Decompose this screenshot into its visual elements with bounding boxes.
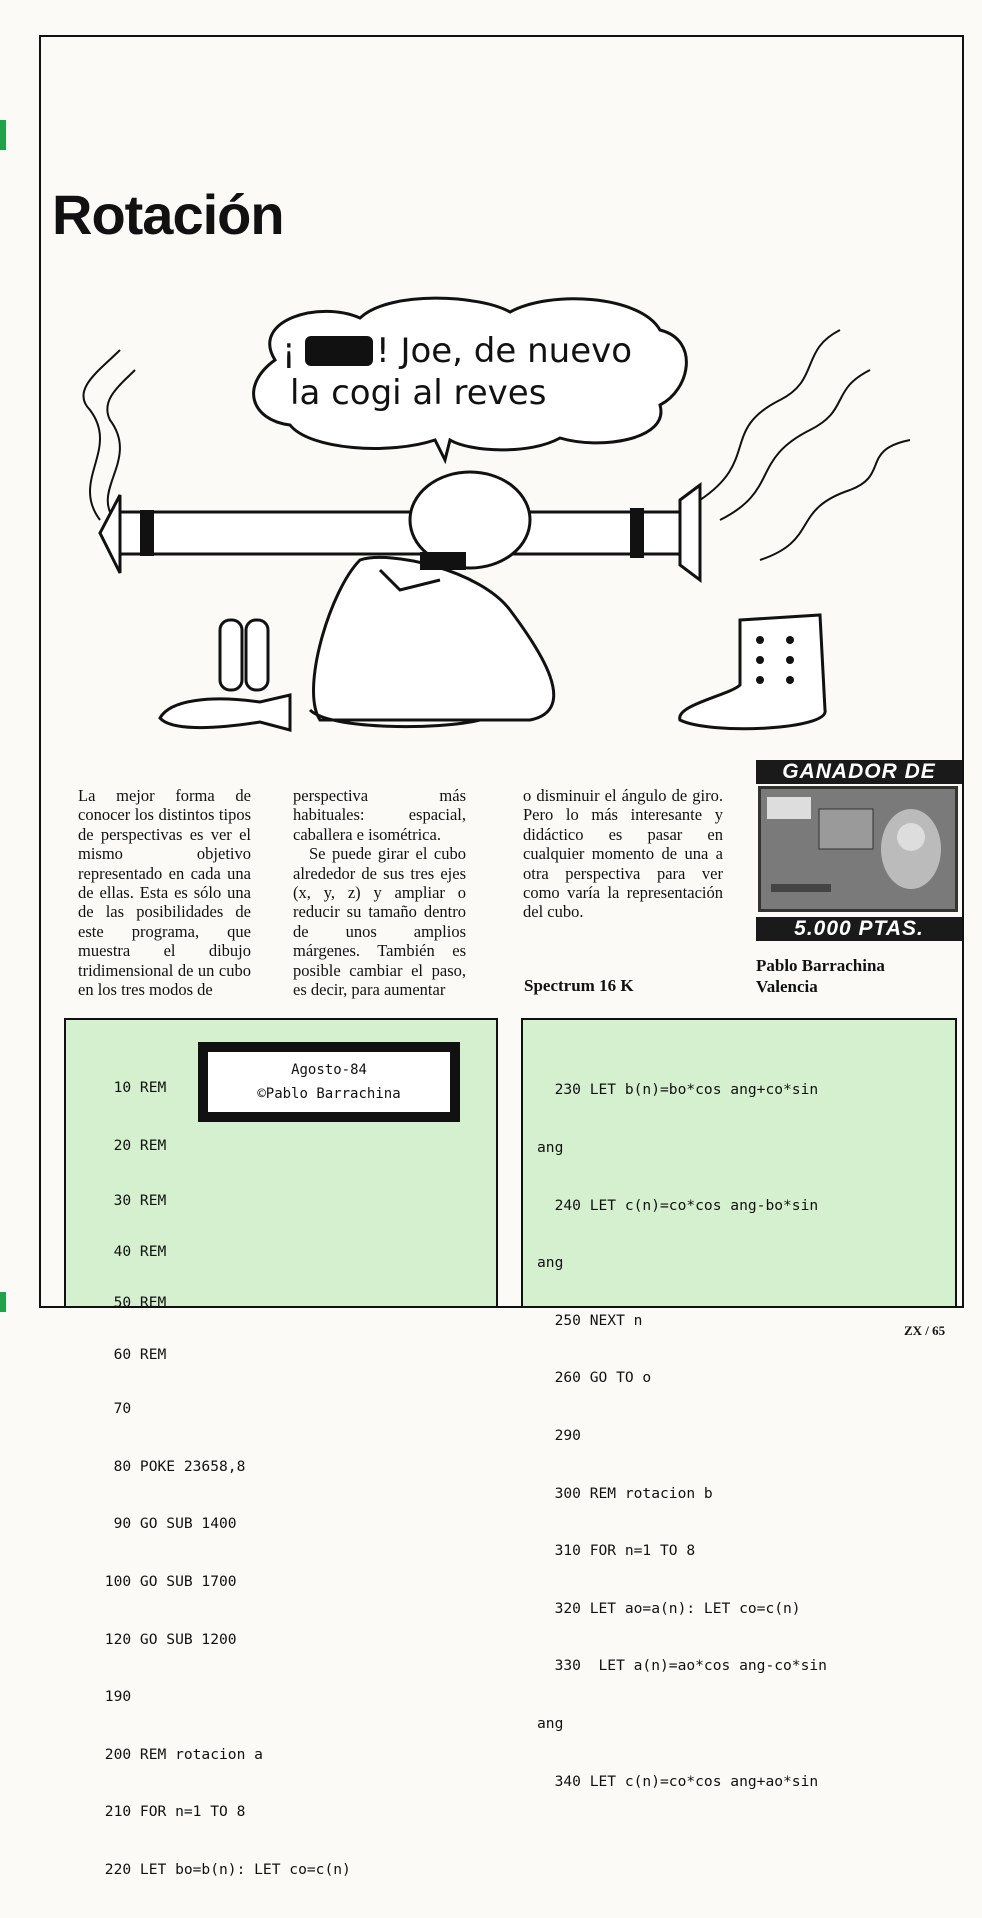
code-line: 30 REM xyxy=(96,1191,167,1209)
code-line: 80 POKE 23658,8 xyxy=(96,1457,246,1475)
code-line: 20 REM xyxy=(96,1137,167,1154)
cartoon-illustration xyxy=(60,290,960,750)
code-line: 320 LET ao=a(n): LET co=c(n) xyxy=(537,1599,801,1617)
code-line: 290 xyxy=(537,1426,581,1444)
article-column-3 xyxy=(523,786,723,922)
code-line: 230 LET b(n)=bo*cos ang+co*sin xyxy=(537,1081,819,1099)
article-paragraph: perspectiva más habituales: espacial, caballera e isométrica. xyxy=(293,786,466,844)
prize-bottom-band: 5.000 PTAS. xyxy=(756,917,962,941)
code-line: 100 GO SUB 1700 xyxy=(96,1573,237,1590)
prize-badge xyxy=(756,760,962,942)
code-line: 50 REM xyxy=(96,1294,167,1312)
article-paragraph: o disminuir el ángulo de giro. Pero lo más interesante y didáctico es pasar en cualquier momento de una a otra perspectiva para ver como varía la representación del cubo. xyxy=(523,786,723,922)
censored-word-blot xyxy=(305,336,373,366)
code-line: ang xyxy=(537,1254,564,1272)
edge-tab xyxy=(0,1292,6,1312)
code-line: 250 NEXT n xyxy=(537,1311,643,1329)
speech-line2: la cogi al reves xyxy=(290,373,547,413)
code-line: 240 LET c(n)=co*cos ang-bo*sin xyxy=(537,1196,819,1214)
code-line: 300 REM rotacion b xyxy=(537,1484,713,1502)
code-line: 120 GO SUB 1200 xyxy=(96,1630,237,1648)
article-paragraph: La mejor forma de conocer los distintos tipos de perspectivas es ver el mismo objetivo representado en cada una de ellas. Esta es sólo una de las posibilidades de este programa, que muestra el dibujo tridimensional de un cubo en los tres modos de xyxy=(78,786,251,1000)
article-column-1 xyxy=(78,786,251,999)
code-line: ang xyxy=(537,1139,564,1156)
code-line: 310 FOR n=1 TO 8 xyxy=(537,1542,696,1560)
banner-author: ©Pablo Barrachina xyxy=(257,1086,401,1102)
edge-tab xyxy=(0,120,6,150)
code-line: 260 GO TO o xyxy=(537,1369,652,1387)
code-line: 70 xyxy=(96,1400,132,1418)
bazooka xyxy=(120,512,680,554)
machine-label: Spectrum 16 K xyxy=(524,976,634,995)
code-line: 190 xyxy=(96,1688,132,1706)
prize-top-band: GANADOR DE xyxy=(756,760,962,784)
speech-line1-start: ¡ xyxy=(282,331,296,371)
winner-credit xyxy=(756,955,885,997)
code-line: 200 REM rotacion a xyxy=(96,1745,263,1763)
code-line: 60 REM xyxy=(96,1345,167,1363)
code-line: 340 LET c(n)=co*cos ang+ao*sin xyxy=(537,1772,819,1790)
winner-name: Pablo Barrachina xyxy=(756,956,885,975)
banknote-image xyxy=(758,786,958,912)
boot xyxy=(680,615,825,729)
code-line: 220 LET bo=b(n): LET co=c(n) xyxy=(96,1860,351,1878)
banner-date: Agosto-84 xyxy=(291,1062,367,1078)
article-paragraph: Se puede girar el cubo alrededor de sus tres ejes (x, y, z) y ampliar o reducir su tamaño dentro de unos amplios márgenes. También es posible cambiar el paso, es decir, para aumentar xyxy=(293,844,466,1000)
code-line: 40 REM xyxy=(96,1243,167,1260)
code-line: ang xyxy=(537,1714,564,1732)
page-title: Rotación xyxy=(52,183,284,246)
code-line: 10 REM xyxy=(96,1079,167,1097)
page-folio: ZX / 65 xyxy=(904,1323,946,1338)
speech-line1: ! Joe, de nuevo xyxy=(376,331,633,371)
code-line: 210 FOR n=1 TO 8 xyxy=(96,1803,246,1821)
code-line: 330 LET a(n)=ao*cos ang-co*sin xyxy=(537,1657,827,1675)
article-column-2 xyxy=(293,786,466,999)
code-listing-left xyxy=(64,1018,498,1878)
code-line: 90 GO SUB 1400 xyxy=(96,1515,237,1533)
winner-city: Valencia xyxy=(756,977,818,996)
